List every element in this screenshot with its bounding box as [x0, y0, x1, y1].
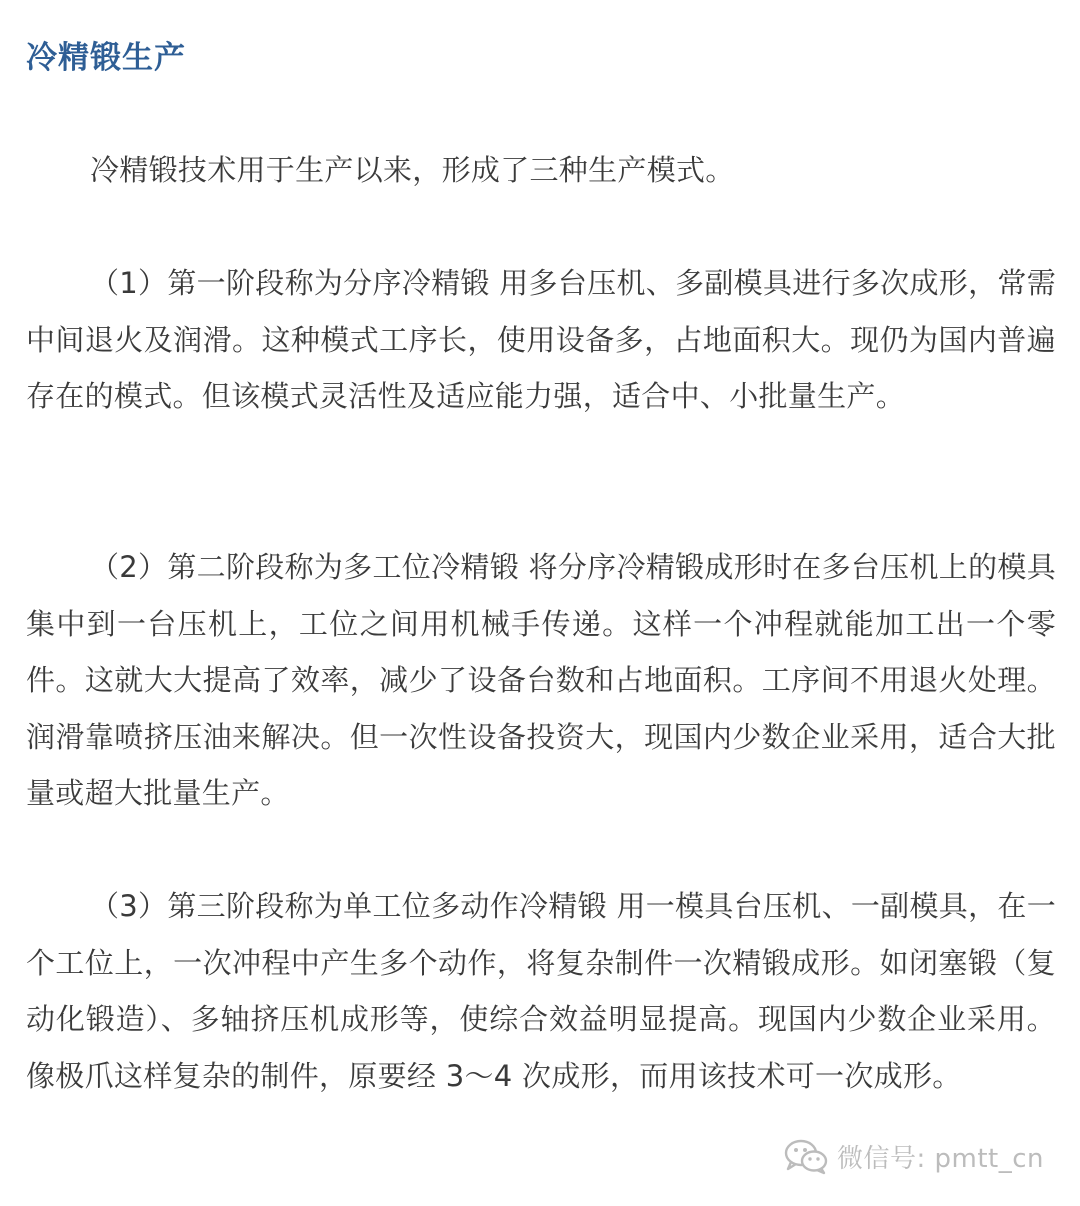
paragraph-intro: 冷精锻技术用于生产以来，形成了三种生产模式。 [90, 153, 735, 187]
paragraph-stage-1: （1）第一阶段称为分序冷精锻 用多台压机、多副模具进行多次成形，常需中间退火及润滑。这种模式工序长，使用设备多，占地面积大。现仍为国内普遍存在的模式。但该模式灵活性及适应能力强，适合中、小批量生产。 [26, 266, 1056, 413]
section-title: 冷精锻生产 [26, 40, 186, 76]
wechat-icon [783, 1136, 829, 1176]
watermark-text: 微信号: pmtt_cn [836, 1143, 1044, 1174]
wechat-watermark [783, 1136, 1044, 1176]
paragraph-stage-2: （2）第二阶段称为多工位冷精锻 将分序冷精锻成形时在多台压机上的模具集中到一台压机上，工位之间用机械手传递。这样一个冲程就能加工出一个零件。这就大大提高了效率，减少了设备台数和占地面积。工序间不用退火处理。润滑靠喷挤压油来解决。但一次性设备投资大，现国内少数企业采用，适合大批量或超大批量生产。 [26, 550, 1056, 810]
paragraph-stage-3: （3）第三阶段称为单工位多动作冷精锻 用一模具台压机、一副模具，在一个工位上，一次冲程中产生多个动作，将复杂制件一次精锻成形。如闭塞锻（复动化锻造）、多轴挤压机成形等，使综合效益明显提高。现国内少数企业采用。像极爪这样复杂的制件，原要经 3～4 次成形，而用该技术可一次成形。 [26, 889, 1056, 1093]
